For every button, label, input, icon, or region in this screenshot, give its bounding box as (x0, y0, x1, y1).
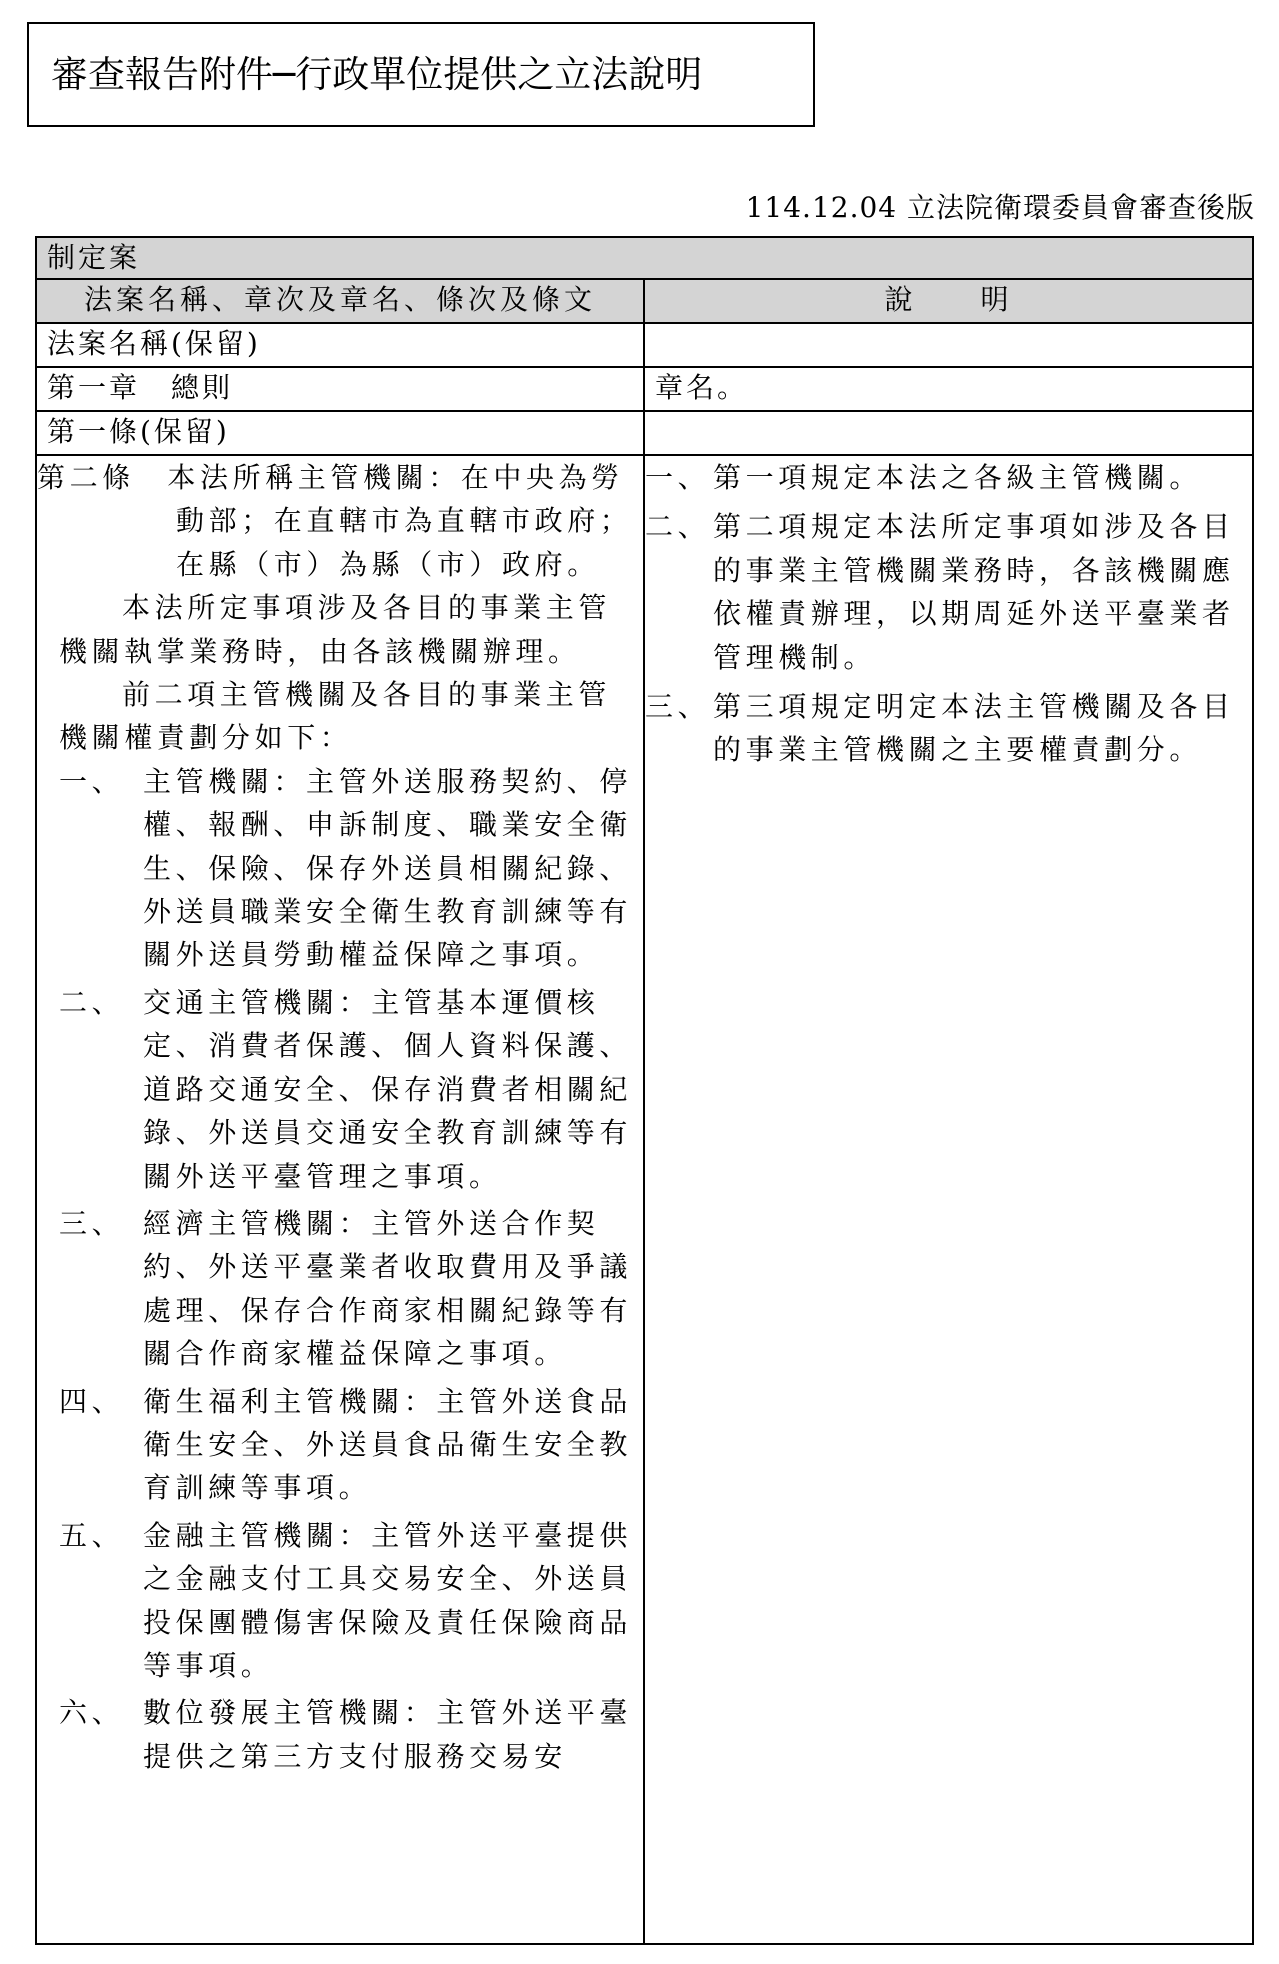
explanation-number: 二、 (645, 510, 711, 544)
list-item-number: 六、 (59, 1696, 125, 1730)
list-item (37, 1380, 643, 1510)
list-item-text: 交通主管機關：主管基本運價核定、消費者保護、個人資料保護、道路交通安全、保存消費者相關紀錄、外送員交通安全教育訓練等有關外送平臺管理之事項。 (143, 985, 633, 1193)
article-2-para-2: 本法所定事項涉及各目的事業主管機關執掌業務時，由各該機關辦理。 (59, 591, 612, 668)
explanation-text: 第一項規定本法之各級主管機關。 (713, 461, 1203, 494)
case-row (36, 237, 1253, 279)
article-2-para-3: 前二項主管機關及各目的事業主管機關權責劃分如下： (59, 678, 612, 755)
chapter-1-explanation: 章名。 (655, 371, 749, 404)
article-2-explanation-cell (644, 455, 1253, 1944)
version-label: 114.12.04 立法院衛環委員會審查後版 (745, 191, 1255, 224)
list-item-number: 一、 (59, 764, 125, 798)
explanation-item (645, 456, 1252, 499)
article-1-text: 第一條(保留) (47, 415, 230, 448)
explanation-text: 第二項規定本法所定事項如涉及各目的事業主管機關業務時，各該機關應依權責辦理，以期周延外送平臺業者管理機制。 (713, 510, 1235, 674)
document-title: 審查報告附件─行政單位提供之立法說明 (27, 22, 815, 127)
list-item-text: 衛生福利主管機關：主管外送食品衛生安全、外送員食品衛生安全教育訓練等事項。 (143, 1384, 633, 1505)
list-item-text: 金融主管機關：主管外送平臺提供之金融支付工具交易安全、外送員投保團體傷害保險及責任保險商品等事項。 (143, 1518, 633, 1682)
list-item (37, 981, 643, 1198)
article-2-para-1: 第二條 本法所稱主管機關：在中央為勞動部；在直轄市為直轄市政府；在縣（市）為縣（市）政府。 (37, 461, 633, 581)
row-bill-name (36, 323, 1253, 367)
article-2-text-cell (36, 455, 644, 1944)
explanation-item (645, 685, 1252, 772)
list-item-text: 數位發展主管機關：主管外送平臺提供之第三方支付服務交易安 (143, 1696, 633, 1773)
list-item-number: 二、 (59, 985, 125, 1019)
explanation-number: 三、 (645, 690, 711, 724)
col-left-header: 法案名稱、章次及章名、條次及條文 (83, 283, 596, 316)
case-label: 制定案 (47, 241, 141, 274)
chapter-1-text: 第一章 總則 (47, 371, 234, 404)
explanation-number: 一、 (645, 461, 711, 494)
column-header-row (36, 279, 1253, 323)
list-item (37, 1514, 643, 1688)
row-chapter-1 (36, 367, 1253, 411)
list-item (37, 760, 643, 977)
col-right-header: 說 明 (884, 283, 1013, 316)
list-item-text: 經濟主管機關：主管外送合作契約、外送平臺業者收取費用及爭議處理、保存合作商家相關紀錄等有關合作商家權益保障之事項。 (143, 1206, 633, 1371)
list-item-number: 五、 (59, 1518, 125, 1552)
list-item (37, 1202, 643, 1376)
explanation-item (645, 505, 1252, 679)
list-item (37, 1691, 643, 1778)
list-item-number: 三、 (59, 1206, 125, 1240)
legislation-table (35, 236, 1254, 1945)
row-article-2 (36, 455, 1253, 1944)
list-item-number: 四、 (59, 1384, 125, 1418)
explanation-text: 第三項規定明定本法主管機關及各目的事業主管機關之主要權責劃分。 (713, 690, 1235, 767)
row-article-1 (36, 411, 1253, 455)
bill-name-text: 法案名稱(保留) (47, 327, 261, 360)
list-item-text: 主管機關：主管外送服務契約、停權、報酬、申訴制度、職業安全衛生、保險、保存外送員相關紀錄、外送員職業安全衛生教育訓練等有關外送員勞動權益保障之事項。 (143, 764, 633, 972)
